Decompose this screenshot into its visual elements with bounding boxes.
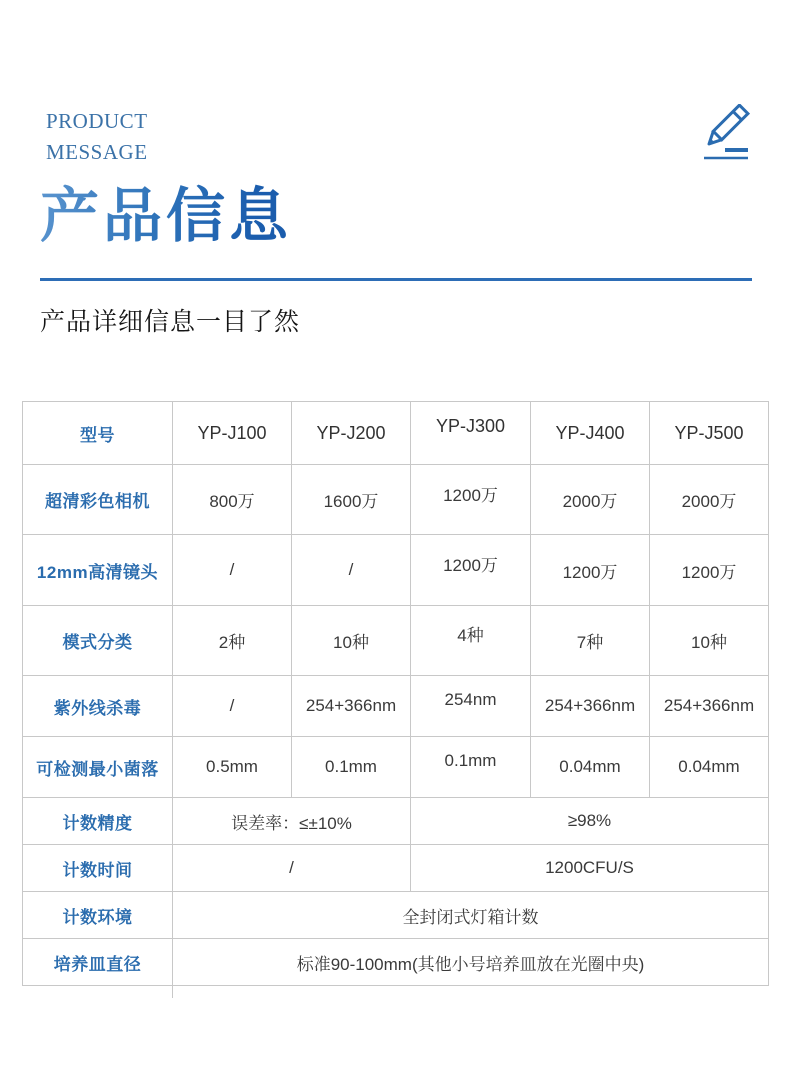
row-label: 12mm高清镜头 <box>23 535 173 605</box>
spec-cell: 0.04mm <box>531 737 650 798</box>
table-row <box>23 737 769 798</box>
row-label: 紫外线杀毒 <box>23 675 173 736</box>
row-label: 计数精度 <box>23 798 173 845</box>
spec-cell: 1200万 <box>531 535 650 605</box>
spec-cell: 0.1mm <box>292 737 411 798</box>
page-title: 产品信息 <box>40 168 292 253</box>
product-spec-table <box>22 401 769 986</box>
spec-cell: / <box>173 535 292 605</box>
spec-cell: 1600万 <box>292 465 411 535</box>
spec-cell: ≥98% <box>411 798 769 845</box>
spec-cell: / <box>292 535 411 605</box>
spec-cell: 2000万 <box>650 465 769 535</box>
spec-cell: 10种 <box>650 605 769 675</box>
spec-cell: 4种 <box>411 605 531 675</box>
spec-cell: / <box>173 675 292 736</box>
table-row <box>23 465 769 535</box>
row-label: 超清彩色相机 <box>23 465 173 535</box>
spec-cell: 1200CFU/S <box>411 845 769 892</box>
spec-cell: 1200万 <box>411 535 531 605</box>
spec-cell: 1200万 <box>650 535 769 605</box>
table-row <box>23 535 769 605</box>
spec-cell: YP-J300 <box>411 402 531 465</box>
spec-cell: 0.5mm <box>173 737 292 798</box>
spec-cell: 0.04mm <box>650 737 769 798</box>
eyebrow-line-1: PRODUCT <box>46 109 148 133</box>
spec-cell: 1200万 <box>411 465 531 535</box>
page-subtitle: 产品详细信息一目了然 <box>40 309 301 336</box>
spec-cell: / <box>173 845 411 892</box>
spec-cell: 标准90-100mm(其他小号培养皿放在光圈中央) <box>173 939 769 986</box>
table-row <box>23 892 769 939</box>
table-row <box>23 605 769 675</box>
row-label: 计数环境 <box>23 892 173 939</box>
spec-cell: 254+366nm <box>531 675 650 736</box>
table-row <box>23 845 769 892</box>
spec-cell: YP-J100 <box>173 402 292 465</box>
spec-cell: 7种 <box>531 605 650 675</box>
spec-cell: 10种 <box>292 605 411 675</box>
spec-cell: 2000万 <box>531 465 650 535</box>
table-border-tick <box>172 986 173 998</box>
pencil-icon <box>697 104 755 166</box>
spec-cell: 800万 <box>173 465 292 535</box>
spec-cell: 0.1mm <box>411 737 531 798</box>
table-row <box>23 939 769 986</box>
row-label: 计数时间 <box>23 845 173 892</box>
table-row <box>23 798 769 845</box>
row-label: 培养皿直径 <box>23 939 173 986</box>
spec-cell: YP-J500 <box>650 402 769 465</box>
row-label: 可检测最小菌落 <box>23 737 173 798</box>
title-divider <box>40 278 752 281</box>
spec-cell: YP-J400 <box>531 402 650 465</box>
spec-cell: 254+366nm <box>292 675 411 736</box>
spec-cell: 254nm <box>411 675 531 736</box>
row-label: 模式分类 <box>23 605 173 675</box>
spec-cell: 误差率：≤±10% <box>173 798 411 845</box>
eyebrow-line-2: MESSAGE <box>46 140 148 164</box>
spec-cell: YP-J200 <box>292 402 411 465</box>
spec-cell: 全封闭式灯箱计数 <box>173 892 769 939</box>
eyebrow-text <box>46 106 148 168</box>
row-label: 型号 <box>23 402 173 465</box>
spec-table-body <box>23 402 769 986</box>
table-row <box>23 402 769 465</box>
spec-cell: 254+366nm <box>650 675 769 736</box>
spec-cell: 2种 <box>173 605 292 675</box>
table-row <box>23 675 769 736</box>
